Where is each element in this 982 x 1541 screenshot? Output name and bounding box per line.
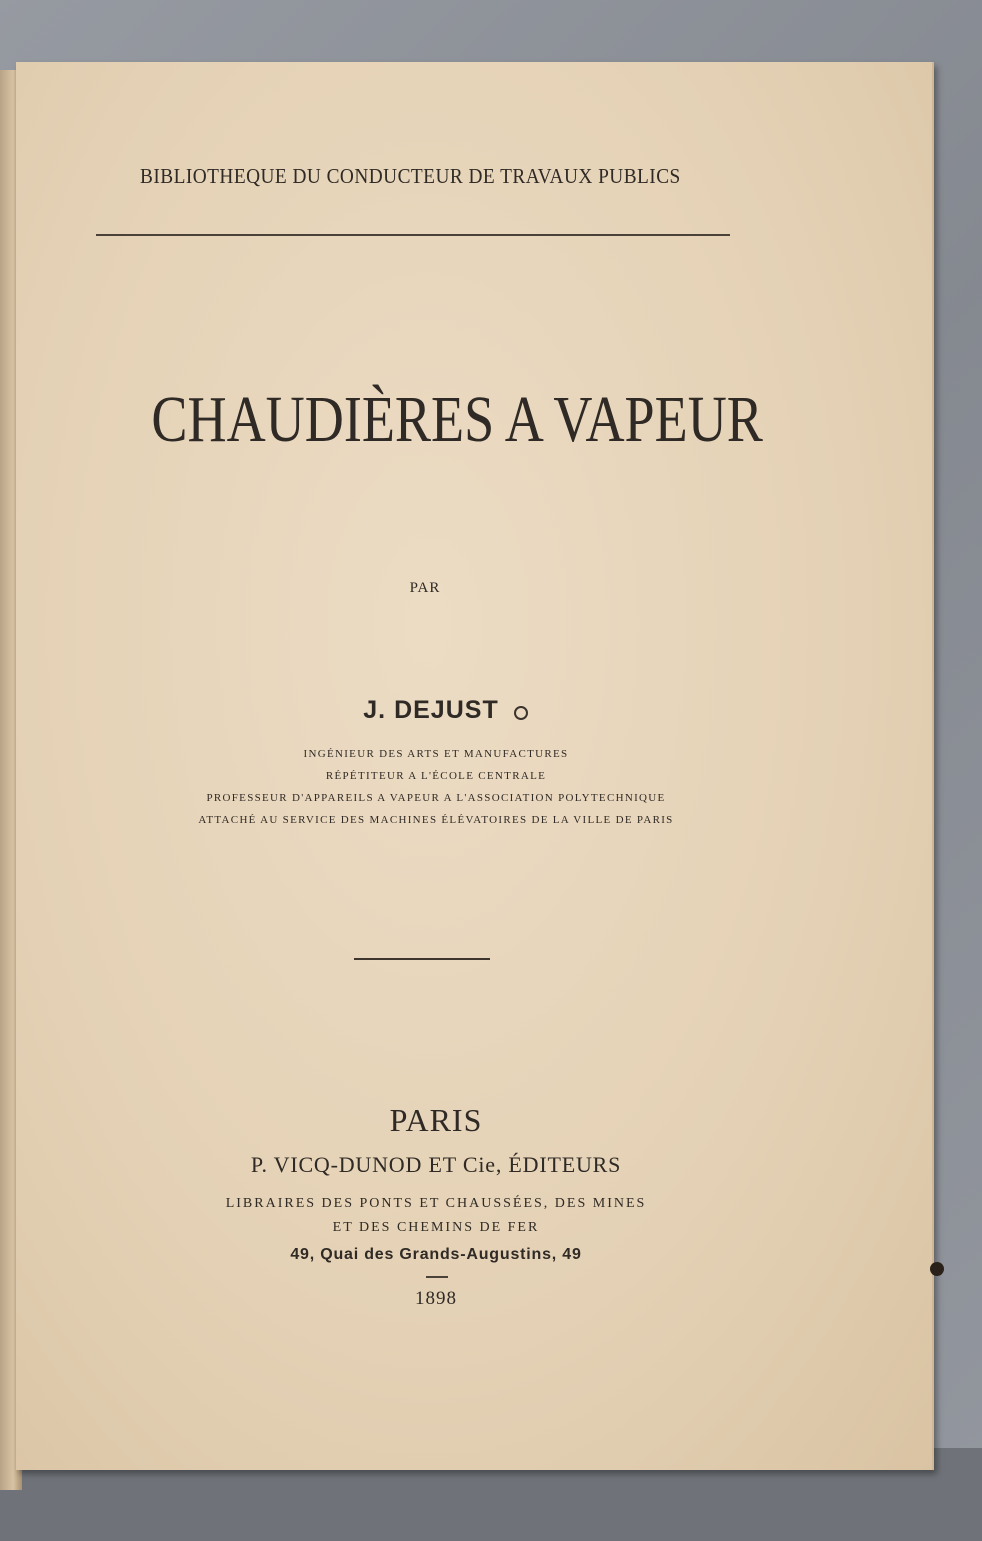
top-rule xyxy=(96,234,730,236)
book-title: CHAUDIÈRES A VAPEUR xyxy=(151,383,763,456)
imprint-line: LIBRAIRES DES PONTS ET CHAUSSÉES, DES MINES xyxy=(225,1196,647,1211)
small-rule xyxy=(426,1276,448,1278)
author-name: J. DEJUST xyxy=(363,696,499,724)
title-page xyxy=(16,62,934,1470)
by-label: PAR xyxy=(409,580,441,596)
imprint-address: 49, Quai des Grands-Augustins, 49 xyxy=(290,1246,582,1263)
author-credential: PROFESSEUR D'APPAREILS A VAPEUR A L'ASSOCIATION POLYTECHNIQUE xyxy=(206,792,666,804)
ornament-icon xyxy=(514,706,528,720)
imprint-city: PARIS xyxy=(389,1102,483,1138)
author-credential: RÉPÉTITEUR A L'ÉCOLE CENTRALE xyxy=(325,770,547,782)
series-title: BIBLIOTHEQUE DU CONDUCTEUR DE TRAVAUX PUBLICS xyxy=(140,164,681,188)
imprint-publisher: P. VICQ-DUNOD ET Cie, ÉDITEURS xyxy=(250,1152,622,1177)
author-credential: INGÉNIEUR DES ARTS ET MANUFACTURES xyxy=(303,748,569,760)
stain-mark xyxy=(930,1262,944,1276)
author-credential: ATTACHÉ AU SERVICE DES MACHINES ÉLÉVATOIRES DE LA VILLE DE PARIS xyxy=(198,814,674,826)
imprint-year: 1898 xyxy=(415,1288,457,1309)
middle-rule xyxy=(354,958,490,960)
imprint-line: ET DES CHEMINS DE FER xyxy=(332,1220,540,1235)
